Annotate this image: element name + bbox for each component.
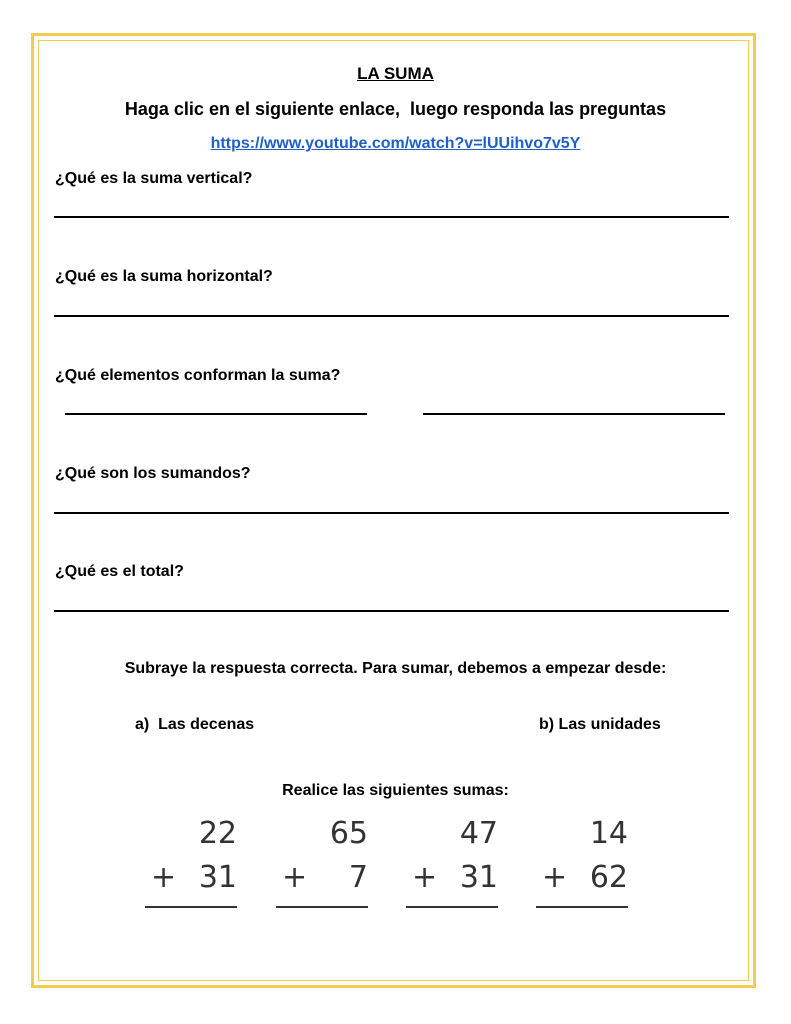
answer-bar[interactable] [536, 906, 628, 908]
addend-bottom: 31 [198, 860, 237, 895]
answer-line-2[interactable] [54, 315, 729, 317]
answer-bar[interactable] [276, 906, 368, 908]
addition-problem-2 [276, 816, 376, 916]
addend-top: 22 [198, 816, 237, 851]
worksheet-title-text: LA SUMA [357, 64, 434, 83]
addend-bottom: 62 [589, 860, 628, 895]
video-link[interactable]: https://www.youtube.com/watch?v=lUUihvo7v5Y [210, 135, 581, 152]
video-link-row [0, 135, 791, 153]
plus-sign: + [151, 860, 177, 895]
addend-bottom: 7 [329, 860, 368, 895]
answer-line-5[interactable] [54, 610, 729, 612]
question-4: ¿Qué son los sumandos? [55, 465, 251, 482]
option-b[interactable]: b) Las unidades [539, 716, 661, 733]
answer-line-1[interactable] [54, 216, 729, 218]
addition-problem-1 [145, 816, 245, 916]
addend-top: 65 [329, 816, 368, 851]
addend-bottom: 31 [459, 860, 498, 895]
question-2: ¿Qué es la suma horizontal? [55, 268, 273, 285]
plus-sign: + [542, 860, 568, 895]
answer-line-3b[interactable] [423, 413, 725, 415]
addend-top: 14 [589, 816, 628, 851]
question-5: ¿Qué es el total? [55, 563, 184, 580]
worksheet-title [0, 64, 791, 84]
exercises-title: Realice las siguientes sumas: [282, 782, 509, 799]
instruction-text: Subraye la respuesta correcta. Para sumar, debemos a empezar desde: [124, 660, 667, 677]
answer-line-3a[interactable] [65, 413, 367, 415]
question-3: ¿Qué elementos conforman la suma? [55, 367, 341, 384]
plus-sign: + [412, 860, 438, 895]
answer-line-4[interactable] [54, 512, 729, 514]
addend-top: 47 [459, 816, 498, 851]
answer-bar[interactable] [406, 906, 498, 908]
worksheet-subtitle: Haga clic en el siguiente enlace, luego responda las preguntas [124, 99, 667, 119]
addition-problem-4 [536, 816, 636, 916]
answer-bar[interactable] [145, 906, 237, 908]
option-a[interactable]: a) Las decenas [135, 716, 255, 733]
plus-sign: + [282, 860, 308, 895]
question-1: ¿Qué es la suma vertical? [55, 170, 253, 187]
addition-problem-3 [406, 816, 506, 916]
